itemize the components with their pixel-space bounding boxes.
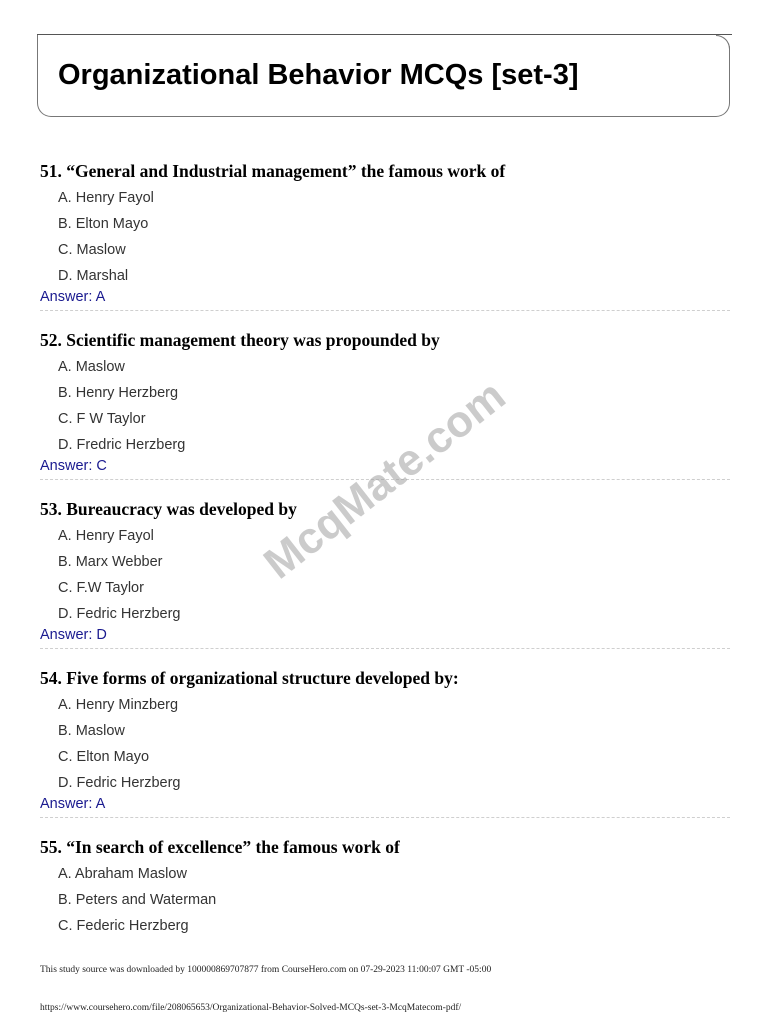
option-a: A. Henry Fayol xyxy=(58,190,154,206)
option-b: B. Peters and Waterman xyxy=(58,892,217,908)
option-a: A. Maslow xyxy=(58,359,125,375)
footer-source-note: This study source was downloaded by 100000869707877 from CourseHero.com on 07-29-2023 11:00:07 GMT -05:00 xyxy=(40,965,492,975)
option-c: C. F W Taylor xyxy=(58,411,146,427)
question-text: 54. Five forms of organizational structure developed by: xyxy=(40,668,459,688)
option-d: D. Fedric Herzberg xyxy=(58,775,181,791)
question-52 xyxy=(40,329,730,480)
question-text: 53. Bureaucracy was developed by xyxy=(40,499,297,519)
divider xyxy=(40,817,730,818)
question-51 xyxy=(40,160,730,311)
option-a: A. Henry Fayol xyxy=(58,528,154,544)
option-c: C. Elton Mayo xyxy=(58,749,150,765)
divider xyxy=(40,310,730,311)
divider xyxy=(40,648,730,649)
answer: Answer: C xyxy=(40,458,107,474)
question-54 xyxy=(40,667,730,818)
option-b: B. Maslow xyxy=(58,723,125,739)
option-c: C. Federic Herzberg xyxy=(58,918,189,934)
option-d: D. Marshal xyxy=(58,268,129,284)
option-b: B. Henry Herzberg xyxy=(58,385,179,401)
option-b: B. Elton Mayo xyxy=(58,216,149,232)
question-53 xyxy=(40,498,730,649)
watermark: McqMate.com xyxy=(254,370,515,589)
option-d: D. Fedric Herzberg xyxy=(58,606,181,622)
option-a: A. Abraham Maslow xyxy=(58,866,187,882)
option-d: D. Fredric Herzberg xyxy=(58,437,186,453)
answer: Answer: A xyxy=(40,289,106,305)
question-text: 51. “General and Industrial management” the famous work of xyxy=(40,161,506,181)
divider xyxy=(40,479,730,480)
option-b: B. Marx Webber xyxy=(58,554,163,570)
option-a: A. Henry Minzberg xyxy=(58,697,179,713)
question-55 xyxy=(40,836,730,939)
option-c: C. F.W Taylor xyxy=(58,580,144,596)
answer: Answer: D xyxy=(40,627,107,643)
question-text: 55. “In search of excellence” the famous work of xyxy=(40,837,400,857)
page-title: Organizational Behavior MCQs [set-3] xyxy=(58,59,579,91)
answer: Answer: A xyxy=(40,796,106,812)
option-c: C. Maslow xyxy=(58,242,126,258)
title-box xyxy=(37,35,730,117)
question-text: 52. Scientific management theory was propounded by xyxy=(40,330,440,350)
footer-url[interactable]: https://www.coursehero.com/file/208065653/Organizational-Behavior-Solved-MCQs-set-3-McqMatecom-pdf/ xyxy=(40,1003,462,1013)
